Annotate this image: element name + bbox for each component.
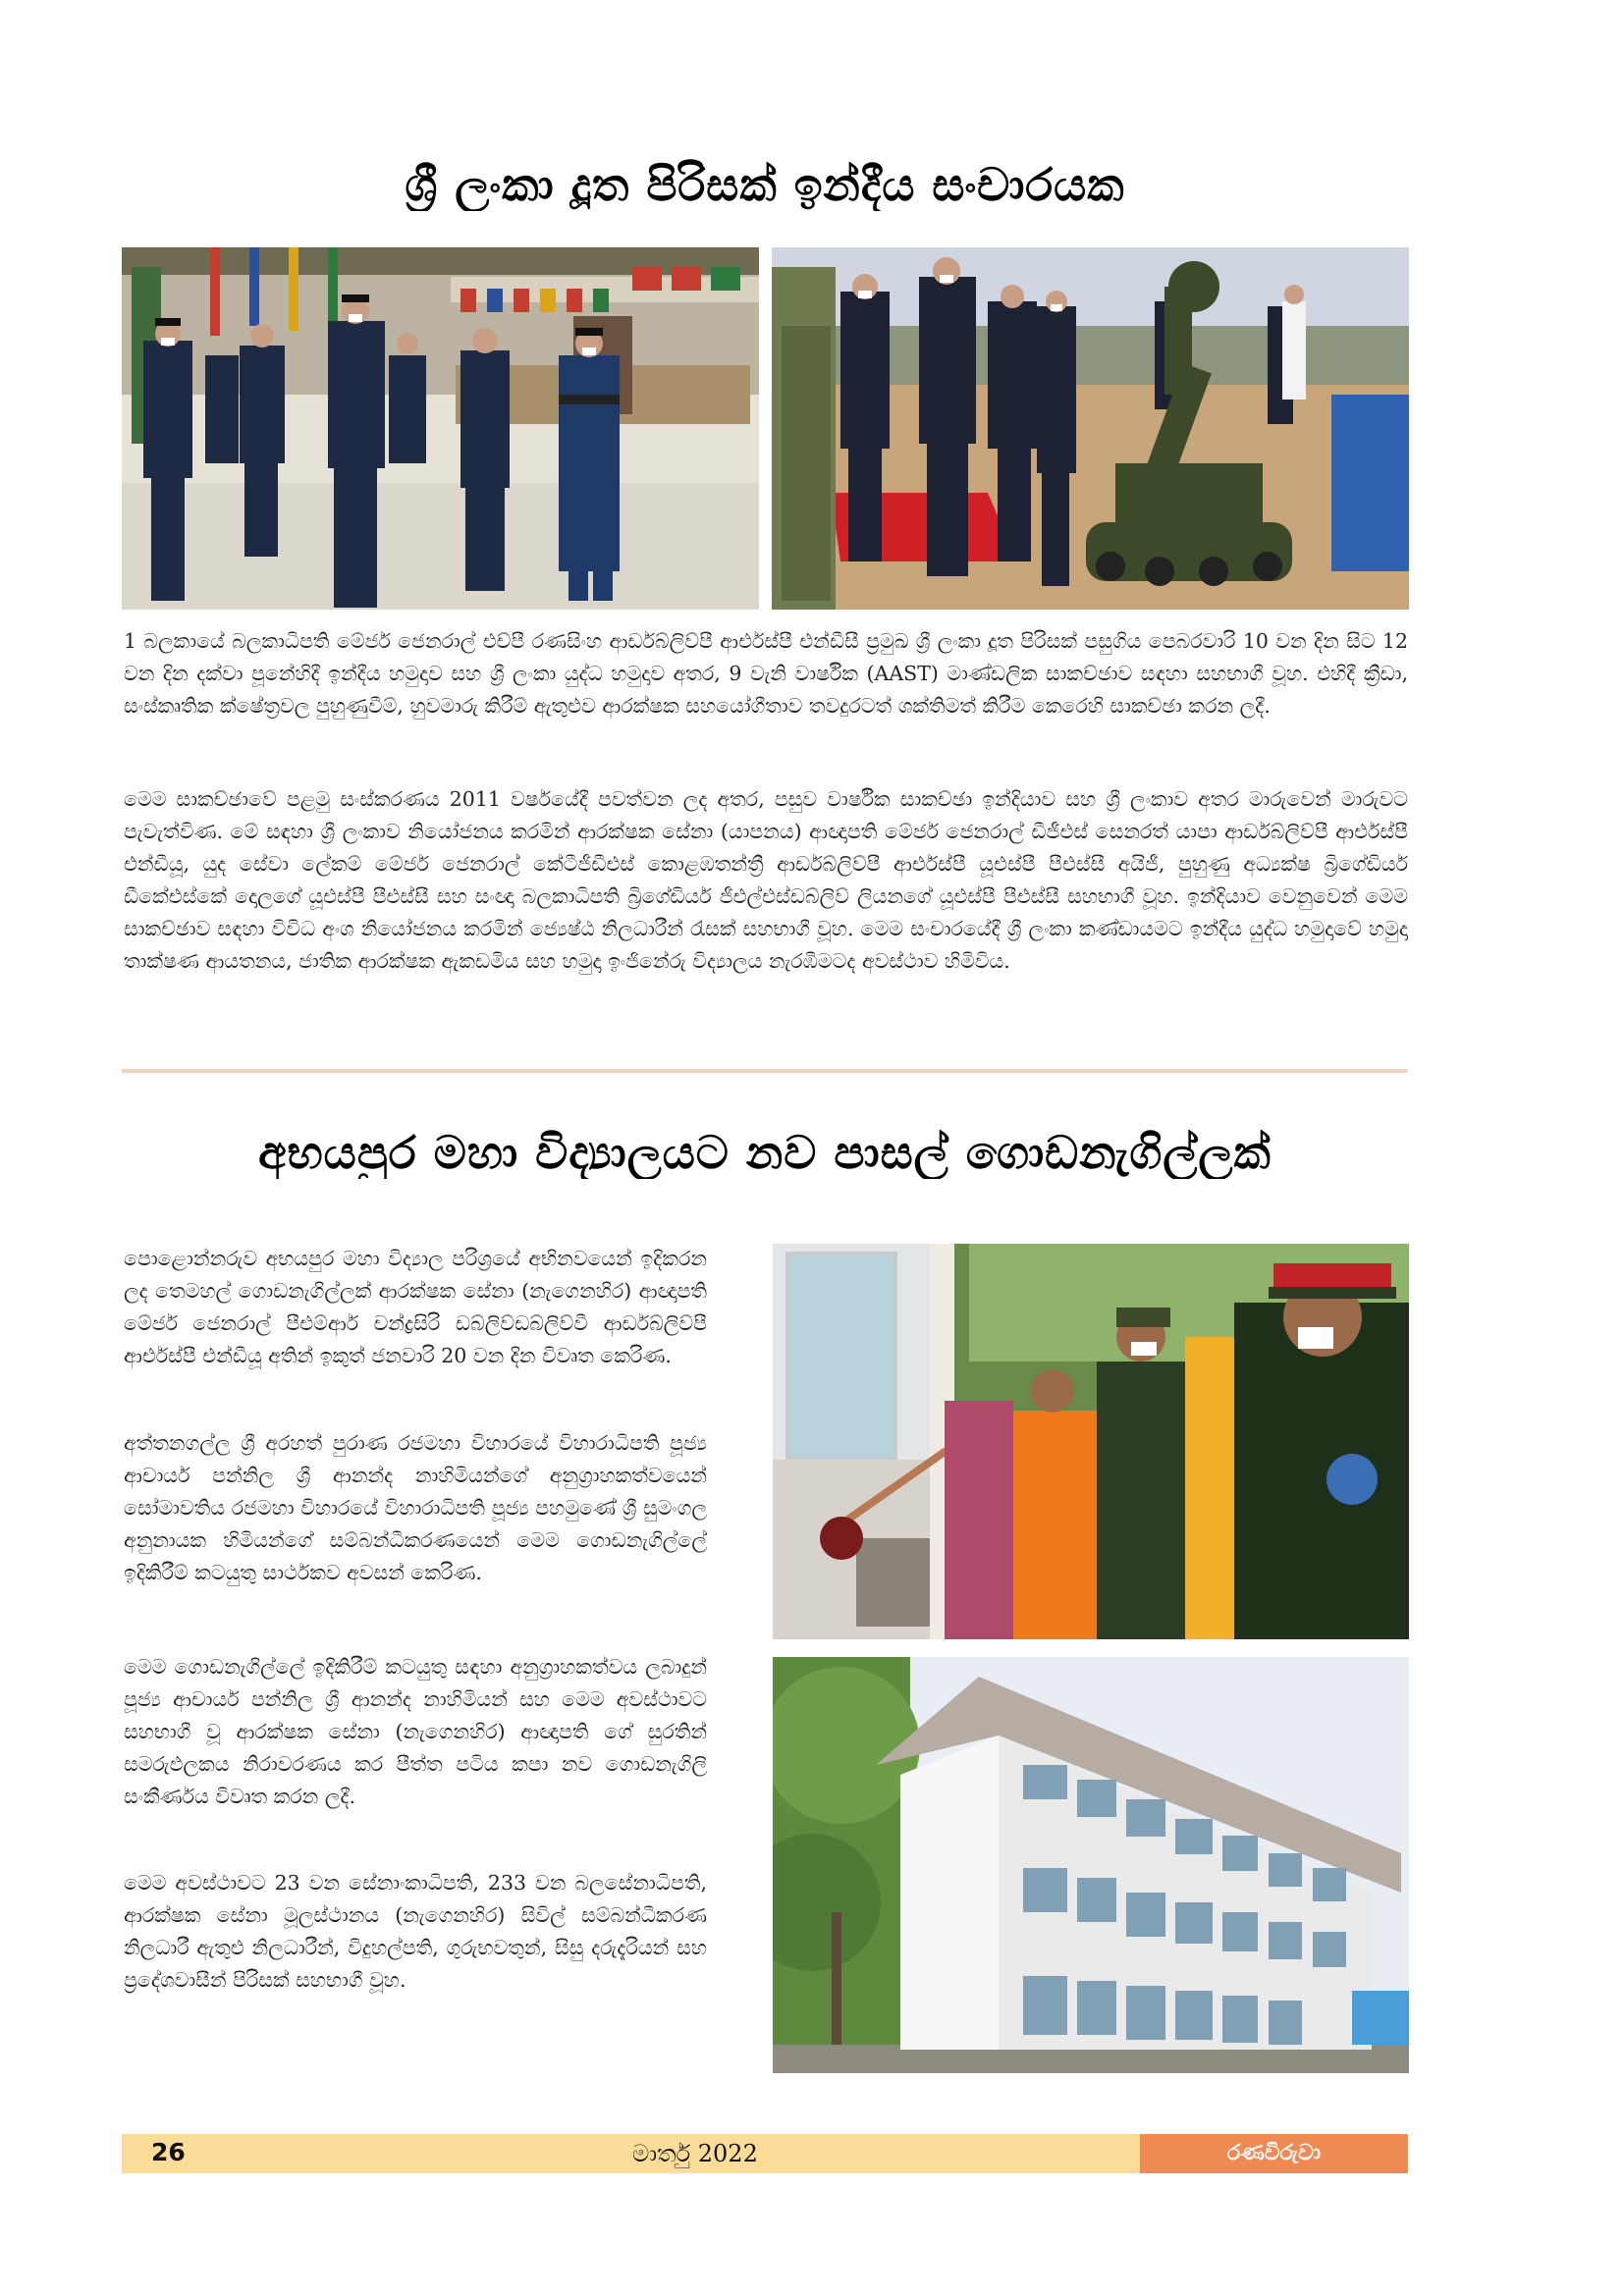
article2-photo-opening	[773, 1244, 1409, 1639]
article2-paragraph-1: පොළොන්නරුව අභයපුර මහා විද්‍යාල පරිශ්‍රයේ අභිනවයෙන් ඉදිකරන ලද තෙමහල් ගොඩනැගිල්ලක් ආරක්ෂක සේනා (නැගෙනහිර) ආඥාපති මේජර් ජෙනරාල් පීඑම්ආර් චන්ද්‍රසිරි ඩබ්ලිව්ඩබ්ලිව්වී ආර්ඩබ්ලිව්පී ආර්එස්පී එන්ඩීයූ අතින් ඉකුත් ජනවාරි 20 වන දින විවෘත කෙරිණ.	[124, 1247, 707, 1367]
issue-date: මාර්තු 2022	[632, 2140, 758, 2167]
article2-photo-building	[773, 1657, 1409, 2073]
article1-headline: ශ්‍රී ලංකා දූත පිරිසක් ඉන්දීය සංචාරයක	[405, 159, 1125, 211]
magazine-name: රණවිරුවා	[1140, 2134, 1408, 2173]
article2-headline: අභයපුර මහා විද්‍යාලයට නව පාසල් ගොඩනැගිල්ලක්	[258, 1127, 1272, 1179]
article1-photo-robot	[772, 247, 1409, 610]
article1-paragraph-2: මෙම සාකච්ඡාවේ පළමු සංස්කරණය 2011 වර්ෂයේදී පවත්වන ලද අතර, පසුව වාර්ෂික සාකච්ඡා ඉන්දියාව සහ ශ්‍රී ලංකාව අතර මාරුවෙන් මාරුවට පැවැත්විණ. මේ සඳහා ශ්‍රී ලංකාව නියෝජනය කරමින් ආරක්ෂක සේනා (යාපනය) ආඥාපති මේජර් ජෙනරාල් ඩීජීඑස් සෙනරත් යාපා ආර්ඩබ්ලිව්පී ආර්එස්පී එන්ඩීයූ, යුද සේවා ලේකම් මේජර් ජෙනරාල් කේටීජීඩීඑස් කොළඹතන්ත්‍රී ආර්ඩබ්ලිව්පී ආර්එස්පී යූඑස්පී පීඑස්සී අයිජී, පුහුණු අධ්‍යක්ෂ බ්‍රිගේඩියර් ඩීකේඑස්කේ දොලගේ යූඑස්පී පීඑස්සී සහ සංඥා බලකාධිපති බ්‍රිගේඩියර් ජීඑල්එස්ඩබ්ලිව් ලියනගේ යූඑස්පී පීඑස්සී සහභාගී වූහ. ඉන්දියාව වෙනුවෙන් මෙම සාකච්ඡාව සඳහා විවිධ අංශ නියෝජනය කරමින් ජ්‍යෙෂ්ඨ නිලධාරීන් රැසක් සහභාගී වූහ. මෙම සංචාරයේදී ශ්‍රී ලංකා කණ්ඩායමට ඉන්දීය යුද්ධ හමුදාවේ හමුදා තාක්ෂණ ආයතනය, ජාතික ආරක්ෂක ඇකඩමිය සහ හමුදා ඉංජිනේරු විද්‍යාලය නැරඹීමටද අවස්ථාව හිමිවිය.	[124, 787, 1408, 973]
article1-paragraph-1: 1 බලකායේ බලකාධිපති මේජර් ජෙනරාල් එච්පී රණසිංහ ආර්ඩබ්ලිව්පී ආර්එස්පී එන්ඩීසී ප්‍රමුඛ ශ්‍රී ලංකා දූත පිරිසක් පසුගිය පෙබරවාරි 10 වන දින සිට 12 වන දින දක්වා පූනේහිදී ඉන්දීය හමුදාව සහ ශ්‍රී ලංකා යුද්ධ හමුදාව අතර, 9 වැනි වාර්ෂික (AAST) මාණ්ඩලික සාකච්ඡාව සඳහා සහභාගී වූහ. එහිදී ක්‍රීඩා, සංස්කෘතික ක්ෂේත්‍රවල පුහුණුවීම්, හුවමාරු කිරීම් ඇතුළුව ආරක්ෂක සහයෝගීතාව තවදුරටත් ශක්තිමත් කිරීම කෙරෙහි සාකච්ඡා කරන ලදී.	[124, 629, 1408, 718]
page-footer	[122, 2134, 1408, 2173]
article2-paragraph-3: මෙම ගොඩනැගිල්ලේ ඉදිකිරීම් කටයුතු සඳහා අනුග්‍රාහකත්වය ලබාදුන් පූජ්‍ය ආචාර්ය පන්නිල ශ්‍රී ආනන්ද නාහිමියන් සහ මෙම අවස්ථාවට සහභාගී වූ ආරක්ෂක සේනා (නැගෙනහිර) ආඥාපති ගේ සුරතින් සමරුඵලකය නිරාවරණය කර පීත්ත පටිය කපා නව ගොඩනැගිලි සංකීර්ණය විවෘත කරන ලදී.	[124, 1655, 707, 1808]
article1-photo-handshake	[122, 247, 759, 610]
article2-paragraph-2: අත්තනගල්ල ශ්‍රී අරහත් පුරාණ රජමහා විහාරයේ විහාරාධිපති පූජ්‍ය ආචාර්ය පන්නිල ශ්‍රී ආනන්ද නාහිමියන්ගේ අනුග්‍රාහකත්වයෙන් සෝමාවතිය රජමහා විහාරයේ විහාරාධිපති පූජ්‍ය පහමුණේ ශ්‍රී සුමංගල අනුනායක හිමියන්ගේ සම්බන්ධීකරණයෙන් මෙම ගොඩනැගිල්ලේ ඉදිකිරීම් කටයුතු සාර්ථකව අවසන් කෙරිණ.	[124, 1431, 707, 1584]
page-number: 26	[151, 2138, 186, 2166]
article2-paragraph-4: මෙම අවස්ථාවට 23 වන සේනාංකාධිපති, 233 වන බලසේනාධිපති, ආරක්ෂක සේනා මූලස්ථානය (නැගෙනහිර) සිවිල් සම්බන්ධීකරණ නිලධාරී ඇතුළු නිලධාරීන්, විදුහල්පති, ගුරුභවතුන්, සිසු දරුදැරියන් සහ ප්‍රදේශවාසීන් පිරිසක් සහභාගී වූහ.	[124, 1871, 707, 1992]
article-divider	[122, 1069, 1408, 1073]
